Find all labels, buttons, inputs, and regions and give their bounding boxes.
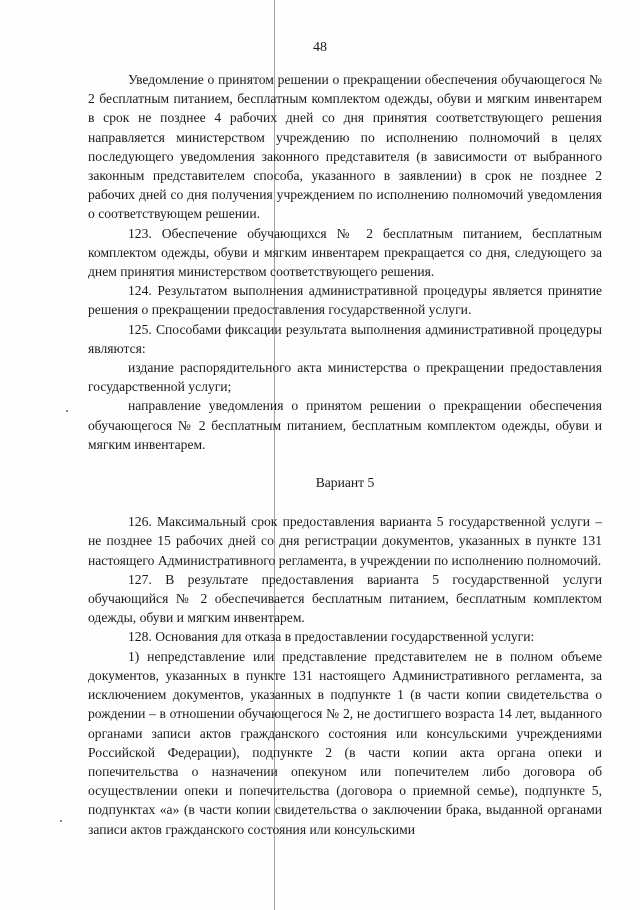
page-number: 48	[313, 40, 327, 55]
paragraph-notice: Уведомление о принятом решении о прекращении обеспечения обучающегося № 2 бесплатным питанием, бесплатным комплектом одежды, обуви и мягким инвентарем в срок не позднее 4 рабочих дней со дня принятия соответствующего решения направляется министерством учреждению по исполнению полномочий в целях последующего уведомления законного представителя (в зависимости от выбранного законным представителем способа, указанного в заявлении) в срок не позднее 2 рабочих дней со дня получения учреждением по исполнению полномочий уведомления о соответствующем решении.	[88, 72, 602, 222]
section-heading: Вариант 5	[315, 475, 375, 491]
scan-speck	[60, 820, 62, 822]
document-body	[88, 70, 602, 839]
scan-speck	[66, 410, 68, 412]
paragraph-128: 128. Основания для отказа в предоставлении государственной услуги:	[128, 629, 535, 645]
paragraph-126: 126. Максимальный срок предоставления варианта 5 государственной услуги – не позднее 15 рабочих дней со дня регистрации документов, указанных в пункте 131 настоящего Административного регламента, в учреждении по исполнению полномочий.	[88, 514, 602, 568]
paragraph-124: 124. Результатом выполнения административной процедуры является принятие решения о прекращении предоставления государственной услуги.	[88, 283, 602, 318]
paragraph-123: 123. Обеспечение обучающихся № 2 бесплатным питанием, бесплатным комплектом одежды, обуви и мягким инвентарем прекращается со дня, следующего за днем принятия министерством соответствующего решения.	[88, 225, 602, 280]
list-item-notification: направление уведомления о принятом решении о прекращении обеспечения обучающегося № 2 бесплатным питанием, бесплатным комплектом одежды, обуви и мягким инвентарем.	[88, 398, 602, 452]
paragraph-125: 125. Способами фиксации результата выполнения административной процедуры являются:	[88, 321, 602, 356]
paragraph-128-item-1: 1) непредставление или представление представителем не в полном объеме документов, указанных в пункте 131 настоящего Административного регламента, за исключением документов, указанных в подпункте 1 (в части копии свидетельства о рождении – в отношении обучающегося № 2, не достигшего возраста 14 лет, выданного органами записи актов гражданского состояния или консульскими учреждениями Российской Федерации), подпункте 2 (в части копии акта органа опеки и попечительства о назначении опекуном или попечителем либо договора об осуществлении опеки и попечительства (договора о приемной семье), подпункте 5, подпунктах «а» (в части копии свидетельства о заключении брака, выданной органами записи актов гражданского состояния или консульскими	[88, 648, 602, 837]
list-item-decree: издание распорядительного акта министерства о прекращении предоставления государственной услуги;	[88, 360, 602, 395]
paragraph-127: 127. В результате предоставления варианта 5 государственной услуги обучающийся № 2 обеспечивается бесплатным питанием, бесплатным комплектом одежды, обуви и мягким инвентарем.	[88, 571, 602, 626]
